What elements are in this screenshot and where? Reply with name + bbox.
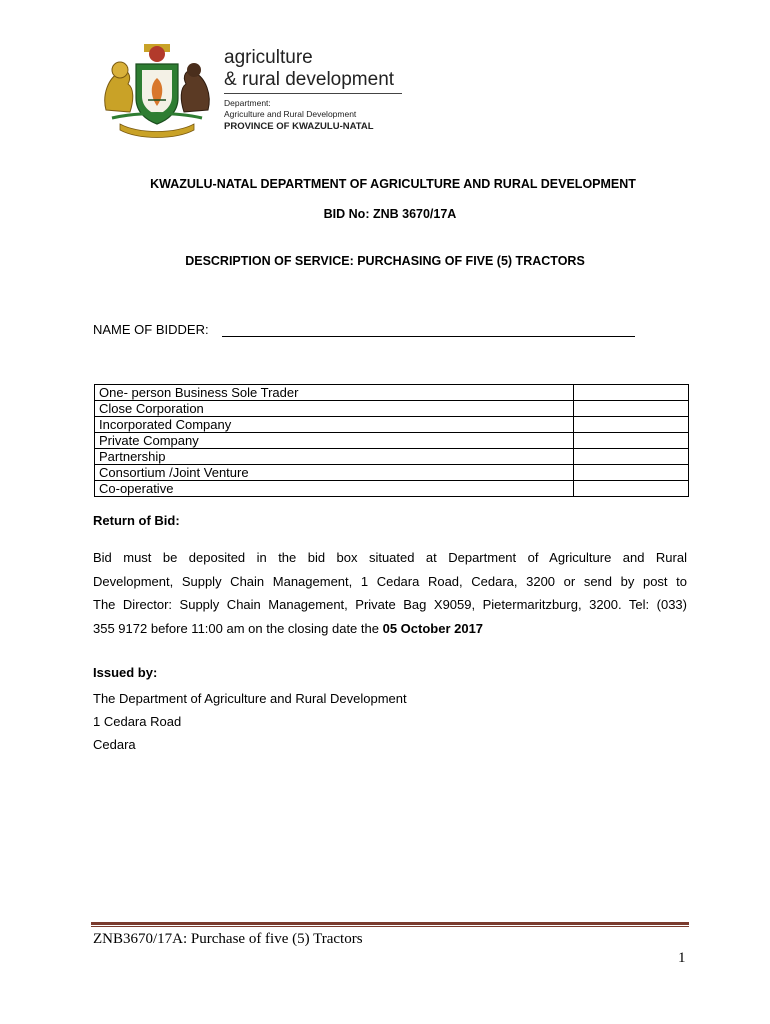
return-of-bid-paragraph bbox=[93, 546, 687, 640]
business-type-checkbox[interactable] bbox=[574, 417, 689, 433]
logo-province: PROVINCE OF KWAZULU-NATAL bbox=[224, 121, 374, 132]
paragraph-line: Bid must be deposited in the bid box situated at Department of Agriculture and Rural bbox=[93, 550, 687, 565]
return-of-bid-heading: Return of Bid: bbox=[93, 513, 180, 528]
business-type-label: Incorporated Company bbox=[95, 417, 574, 433]
paragraph-line: Development, Supply Chain Management, 1 Cedara Road, Cedara, 3200 or send by post to bbox=[93, 573, 687, 589]
department-logo bbox=[98, 40, 418, 140]
business-type-checkbox[interactable] bbox=[574, 401, 689, 417]
issuer-org: The Department of Agriculture and Rural Development bbox=[93, 691, 407, 706]
footer-divider-thin bbox=[91, 926, 689, 927]
footer-text: ZNB3670/17A: Purchase of five (5) Tractors bbox=[93, 931, 363, 947]
closing-date: 05 October 2017 bbox=[382, 620, 484, 636]
issued-by-heading: Issued by: bbox=[93, 665, 158, 680]
table-row bbox=[95, 385, 689, 401]
service-description: DESCRIPTION OF SERVICE: PURCHASING OF FIVE (5) TRACTORS bbox=[185, 254, 585, 268]
page-number: 1 bbox=[678, 950, 686, 966]
paragraph-line: The Director: Supply Chain Management, Private Bag X9059, Pietermaritzburg, 3200. Tel: (033) bbox=[93, 597, 687, 612]
bidder-name-field[interactable] bbox=[222, 336, 635, 337]
logo-dept-label: Department: bbox=[224, 98, 271, 108]
logo-text bbox=[224, 47, 402, 134]
table-row bbox=[95, 401, 689, 417]
issuer-address bbox=[93, 687, 407, 756]
business-type-label: Partnership bbox=[95, 449, 574, 465]
business-type-checkbox[interactable] bbox=[574, 449, 689, 465]
coat-of-arms-icon bbox=[98, 40, 216, 140]
bid-number: BID No: ZNB 3670/17A bbox=[323, 207, 457, 221]
logo-title-line2: & rural development bbox=[224, 69, 395, 90]
table-row bbox=[95, 417, 689, 433]
business-type-checkbox[interactable] bbox=[574, 481, 689, 497]
business-type-checkbox[interactable] bbox=[574, 465, 689, 481]
business-type-label: Co-operative bbox=[95, 481, 574, 497]
business-type-checkbox[interactable] bbox=[574, 385, 689, 401]
footer-divider bbox=[91, 922, 689, 925]
business-type-checkbox[interactable] bbox=[574, 433, 689, 449]
paragraph-line-text: 355 9172 before 11:00 am on the closing date the bbox=[93, 620, 383, 636]
issuer-street: 1 Cedara Road bbox=[93, 714, 182, 729]
table-row bbox=[95, 465, 689, 481]
business-type-table bbox=[94, 384, 689, 497]
table-row bbox=[95, 449, 689, 465]
logo-divider bbox=[224, 93, 402, 94]
table-row bbox=[95, 433, 689, 449]
business-type-label: Close Corporation bbox=[95, 401, 574, 417]
paragraph-line bbox=[93, 617, 687, 641]
business-type-label: One- person Business Sole Trader bbox=[95, 385, 574, 401]
issuer-town: Cedara bbox=[93, 737, 136, 752]
bidder-name-label: NAME OF BIDDER: bbox=[93, 322, 209, 337]
table-row bbox=[95, 481, 689, 497]
logo-title-line1: agriculture bbox=[224, 47, 313, 68]
department-heading: KWAZULU-NATAL DEPARTMENT OF AGRICULTURE AND RURAL DEVELOPMENT bbox=[150, 177, 636, 191]
business-type-label: Consortium /Joint Venture bbox=[95, 465, 574, 481]
logo-dept-name: Agriculture and Rural Development bbox=[224, 109, 357, 119]
business-type-label: Private Company bbox=[95, 433, 574, 449]
